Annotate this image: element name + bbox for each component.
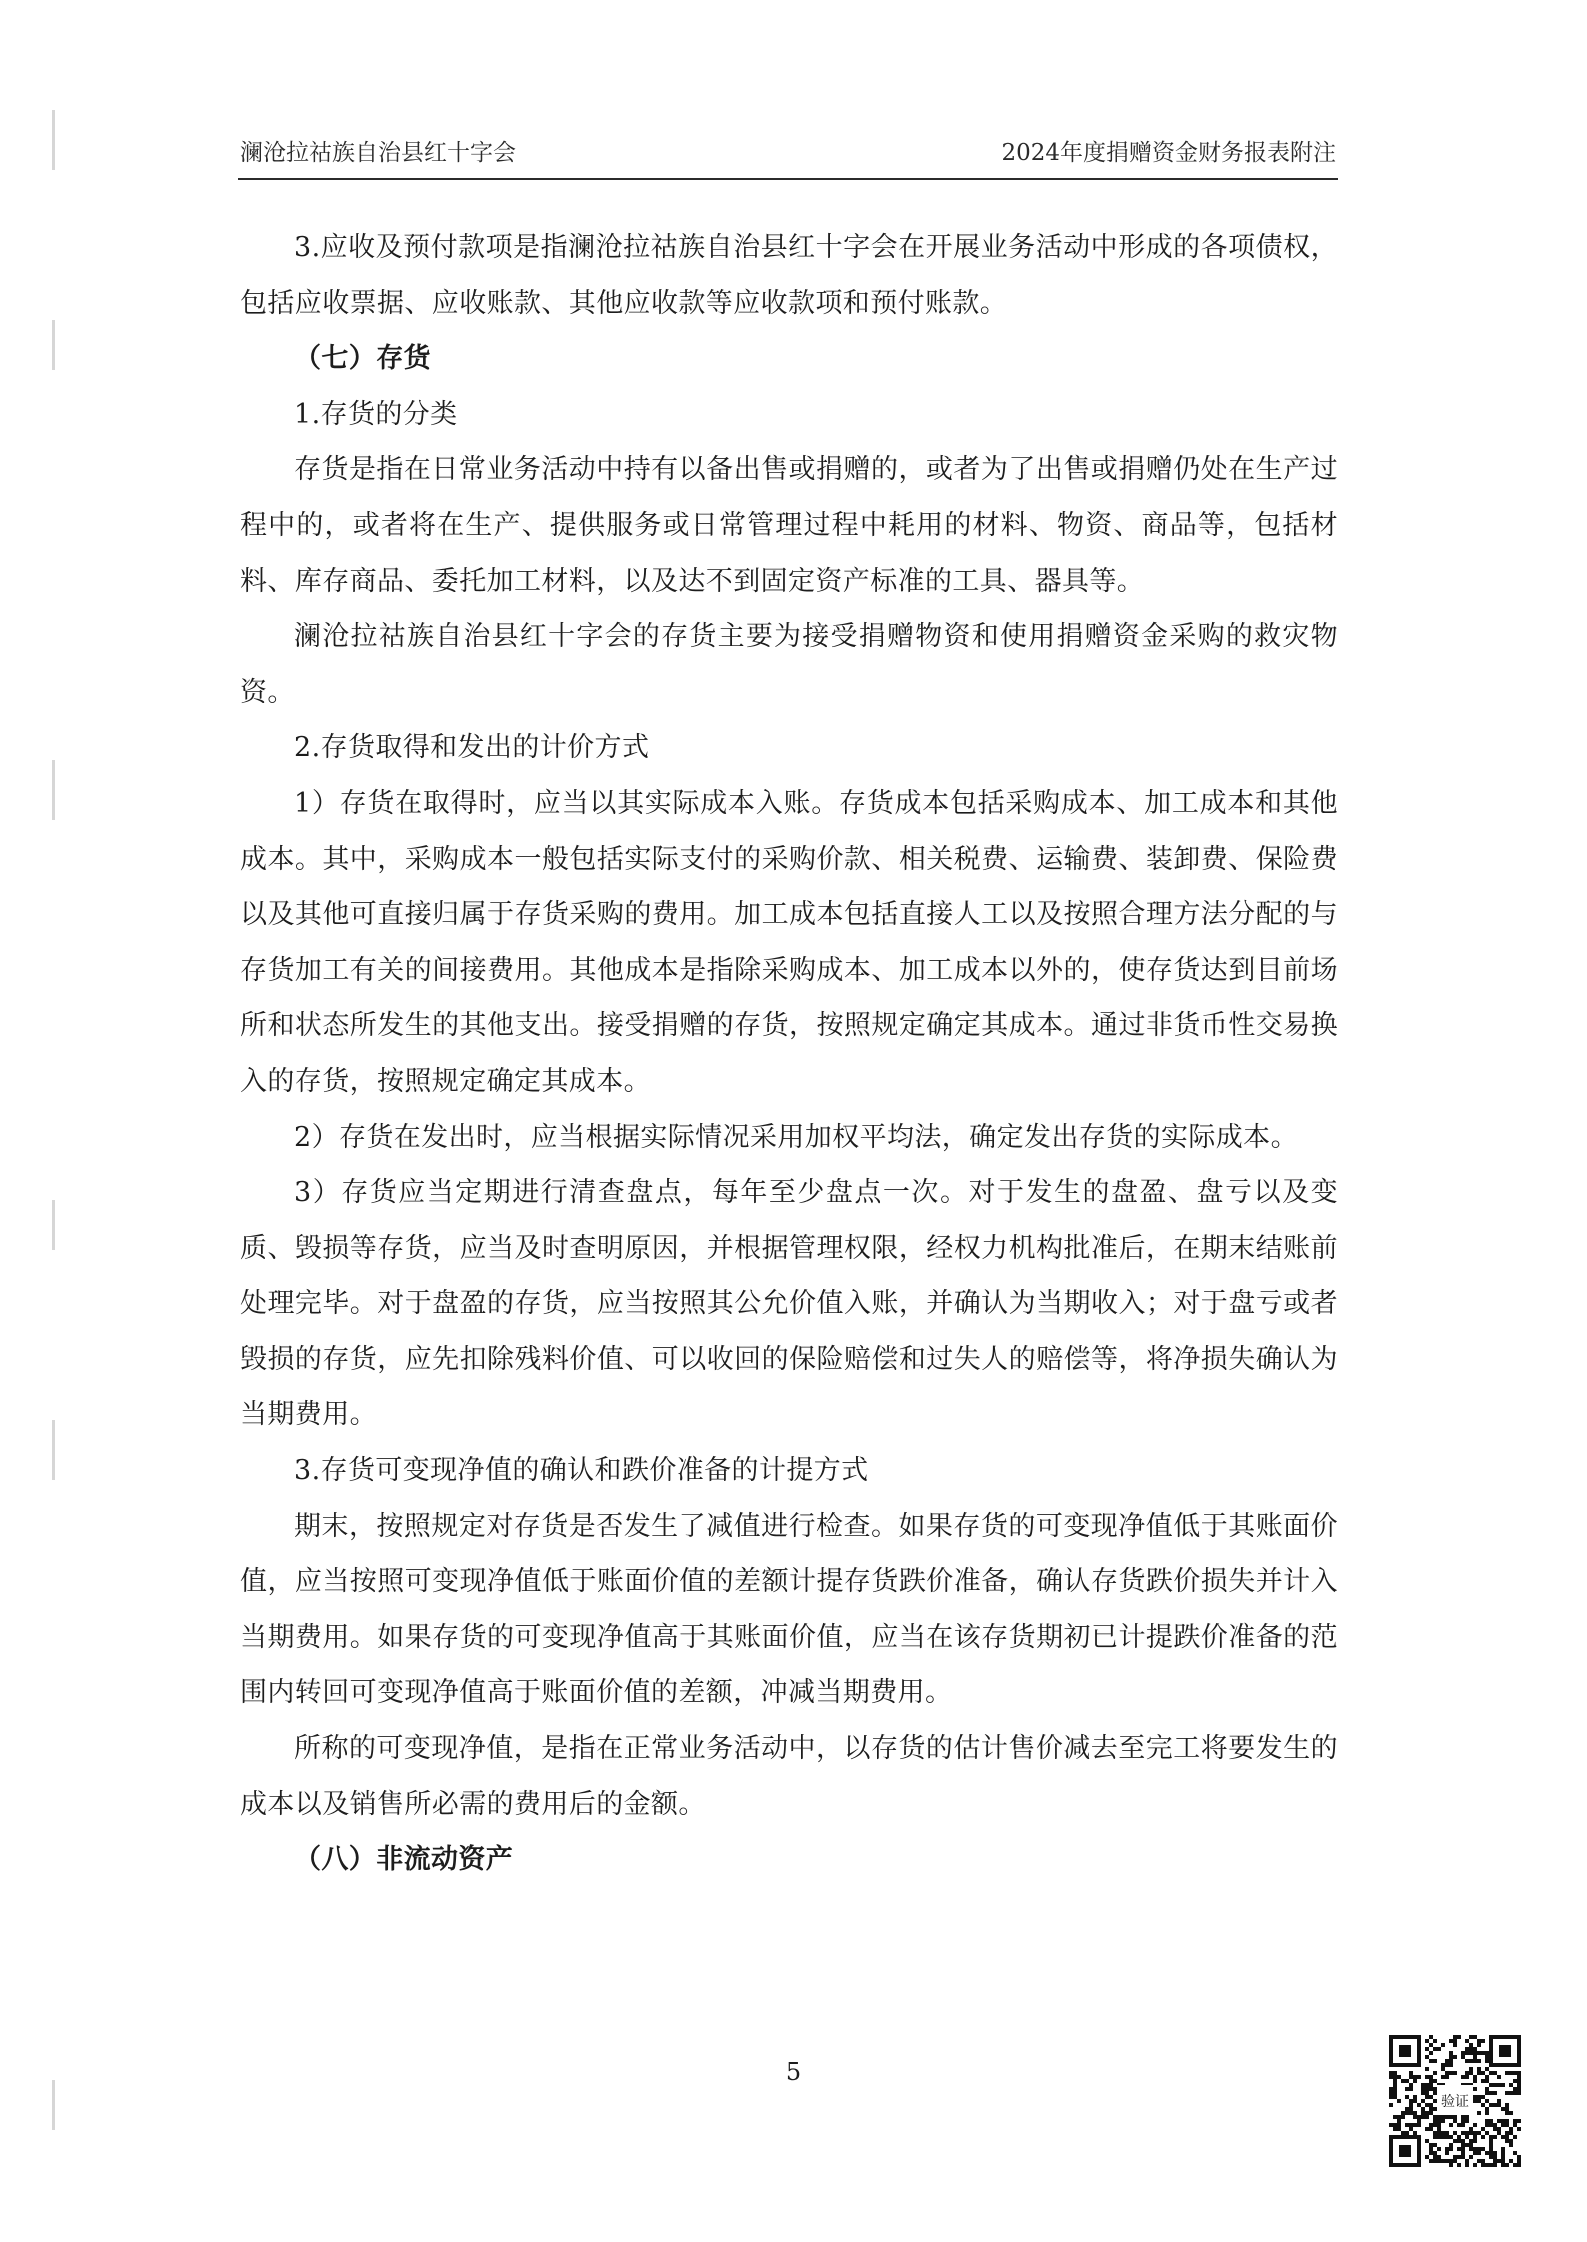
paragraph: 2）存货在发出时，应当根据实际情况采用加权平均法，确定发出存货的实际成本。	[294, 1121, 1298, 1153]
paragraph: 3）存货应当定期进行清查盘点，每年至少盘点一次。对于发生的盘盈、盘亏以及变质、毁损等存货，应当及时查明原因，并根据管理权限，经权力机构批准后，在期末结账前处理完毕。对于盘盈的存货，应当按照其公允价值入账，并确认为当期收入；对于盘亏或者毁损的存货，应先扣除残料价值、可以收回的保险赔偿和过失人的赔偿等，将净损失确认为当期费用。	[240, 1177, 1338, 1431]
header-organization: 澜沧拉祜族自治县红十字会	[240, 140, 516, 166]
header-divider	[238, 178, 1338, 180]
page-header	[238, 138, 1338, 174]
page-number: 5	[785, 2058, 802, 2086]
paragraph: 1）存货在取得时，应当以其实际成本入账。存货成本包括采购成本、加工成本和其他成本。其中，采购成本一般包括实际支付的采购价款、相关税费、运输费、装卸费、保险费以及其他可直接归属于存货采购的费用。加工成本包括直接人工以及按照合理方法分配的与存货加工有关的间接费用。其他成本是指除采购成本、加工成本以外的，使存货达到目前场所和状态所发生的其他支出。接受捐赠的存货，按照规定确定其成本。通过非货币性交易换入的存货，按照规定确定其成本。	[240, 787, 1338, 1097]
paragraph: 2.存货取得和发出的计价方式	[294, 732, 650, 764]
paragraph: 存货是指在日常业务活动中持有以备出售或捐赠的，或者为了出售或捐赠仍处在生产过程中的，或者将在生产、提供服务或日常管理过程中耗用的材料、物资、商品等，包括材料、库存商品、委托加工材料，以及达不到固定资产标准的工具、器具等。	[240, 454, 1338, 597]
header-document-title: 2024年度捐赠资金财务报表附注	[1001, 140, 1336, 166]
paragraph: 3.应收及预付款项是指澜沧拉祜族自治县红十字会在开展业务活动中形成的各项债权，包括应收票据、应收账款、其他应收款等应收款项和预付账款。	[240, 232, 1338, 319]
section-heading: （七）存货	[294, 343, 431, 375]
paragraph: 澜沧拉祜族自治县红十字会的存货主要为接受捐赠物资和使用捐赠资金采购的救灾物资。	[240, 621, 1338, 708]
paragraph: 期末，按照规定对存货是否发生了减值进行检查。如果存货的可变现净值低于其账面价值，应当按照可变现净值低于账面价值的差额计提存货跌价准备，确认存货跌价损失并计入当期费用。如果存货的可变现净值高于其账面价值，应当在该存货期初已计提跌价准备的范围内转回可变现净值高于账面价值的差额，冲减当期费用。	[240, 1510, 1338, 1709]
paragraph: 3.存货可变现净值的确认和跌价准备的计提方式	[294, 1455, 869, 1487]
paragraph: 1.存货的分类	[294, 398, 458, 430]
section-heading: （八）非流动资产	[294, 1844, 514, 1876]
paragraph: 所称的可变现净值，是指在正常业务活动中，以存货的估计售价减去至完工将要发生的成本以及销售所必需的费用后的金额。	[240, 1733, 1338, 1820]
qr-code-icon[interactable]	[1389, 2035, 1521, 2167]
document-body	[240, 220, 1338, 1888]
qr-caption: 验证	[1441, 2094, 1469, 2110]
